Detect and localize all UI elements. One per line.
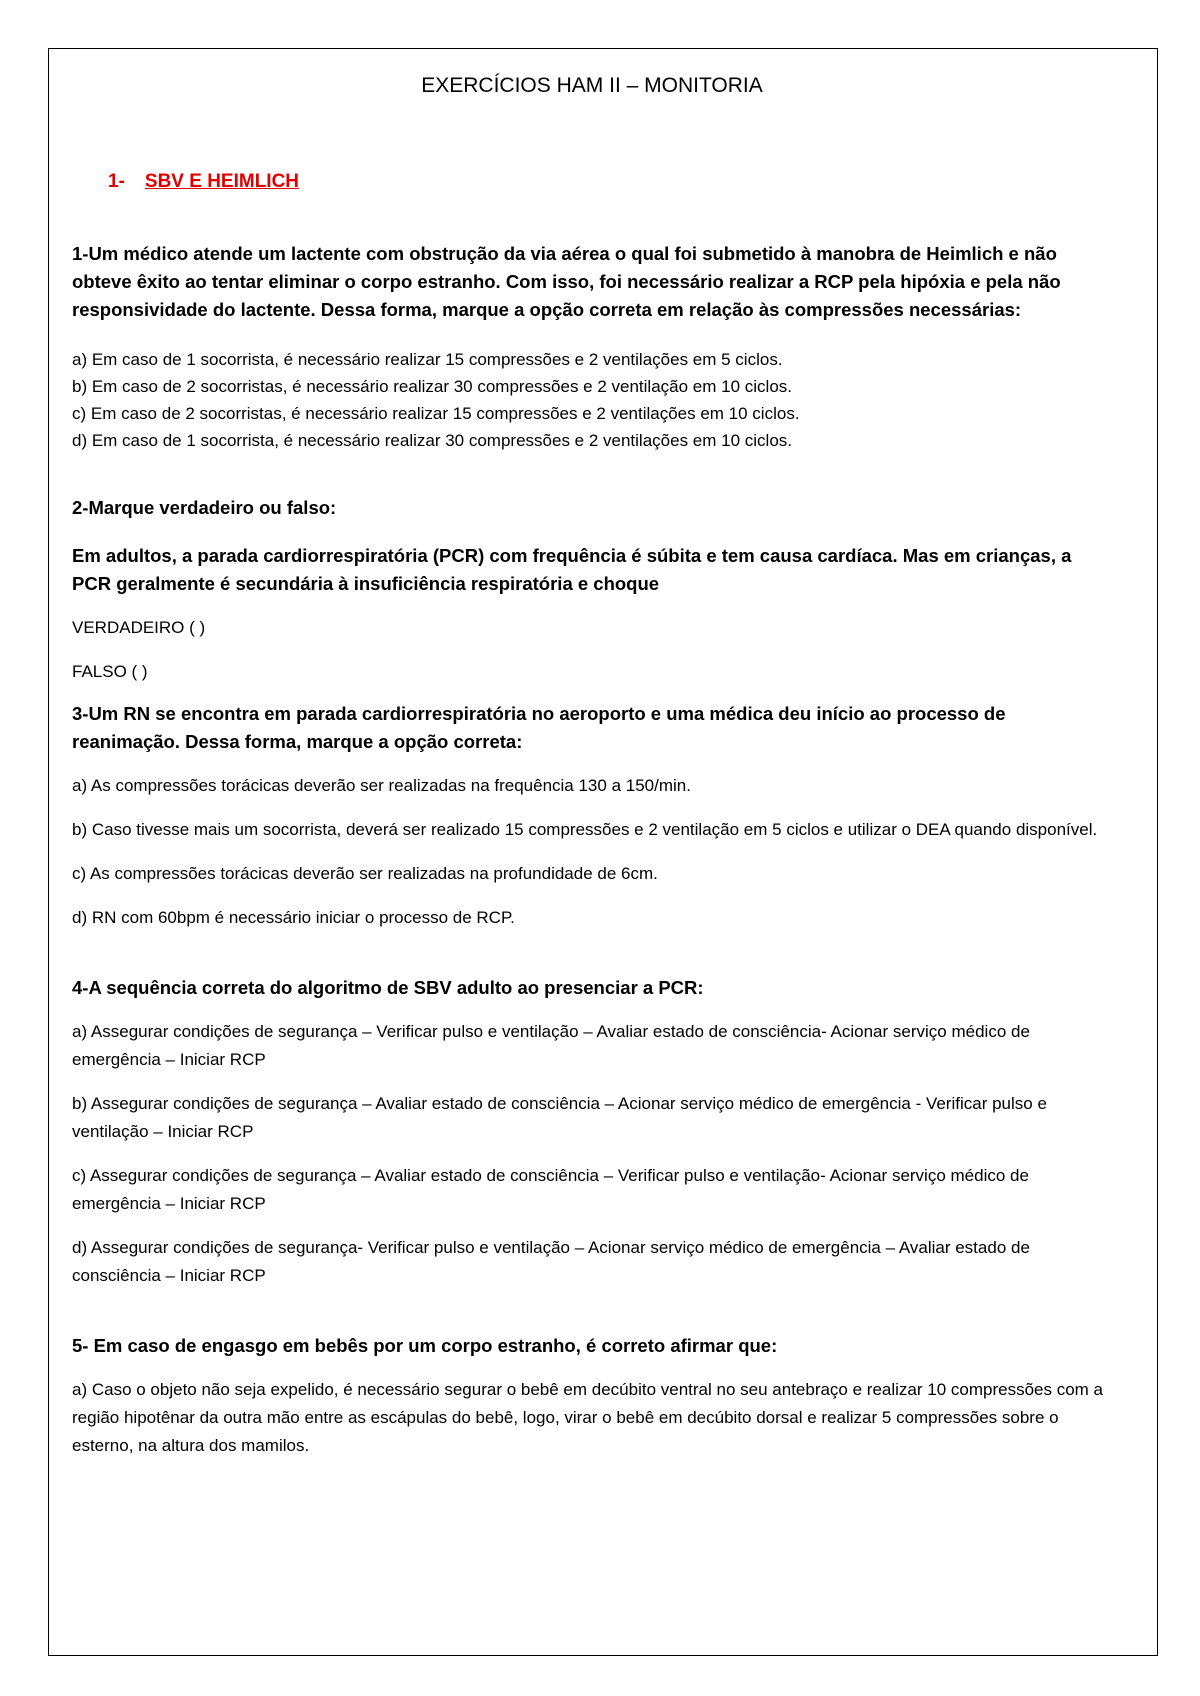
question-1-options <box>72 346 1112 454</box>
question-2: 2-Marque verdadeiro ou falso: <box>72 497 337 518</box>
q4-option-a: a) Assegurar condições de segurança – Verificar pulso e ventilação – Avaliar estado de consciência- Acionar serviço médico de emergência – Iniciar RCP <box>72 1022 1030 1069</box>
question-4: 4-A sequência correta do algoritmo de SBV adulto ao presenciar a PCR: <box>72 977 704 998</box>
q1-option-b: b) Em caso de 2 socorristas, é necessário realizar 30 compressões e 2 ventilação em 10 ciclos. <box>72 377 792 396</box>
question-3: 3-Um RN se encontra em parada cardiorrespiratória no aeroporto e uma médica deu início ao processo de reanimação. Dessa forma, marque a opção correta: <box>72 703 1006 752</box>
q3-option-c: c) As compressões torácicas deverão ser realizadas na profundidade de 6cm. <box>72 864 658 883</box>
q1-option-d: d) Em caso de 1 socorrista, é necessário realizar 30 compressões e 2 ventilações em 10 ciclos. <box>72 431 792 450</box>
q3-option-d: d) RN com 60bpm é necessário iniciar o processo de RCP. <box>72 908 515 927</box>
question-1: 1-Um médico atende um lactente com obstrução da via aérea o qual foi submetido à manobra de Heimlich e não obteve êxito ao tentar eliminar o corpo estranho. Com isso, foi necessário realizar a RCP pela hipóxia e pela não responsividade do lactente. Dessa forma, marque a opção correta em relação às compressões necessárias: <box>72 243 1061 320</box>
q5-option-a: a) Caso o objeto não seja expelido, é necessário segurar o bebê em decúbito ventral no seu antebraço e realizar 10 compressões com a região hipotênar da outra mão entre as escápulas do bebê, logo, virar o bebê em decúbito dorsal e realizar 5 compressões sobre o esterno, na altura dos mamilos. <box>72 1380 1103 1455</box>
q4-option-c: c) Assegurar condições de segurança – Avaliar estado de consciência – Verificar pulso e ventilação- Acionar serviço médico de emergência – Iniciar RCP <box>72 1166 1029 1213</box>
q4-option-b: b) Assegurar condições de segurança – Avaliar estado de consciência – Acionar serviço médico de emergência - Verificar pulso e ventilação – Iniciar RCP <box>72 1094 1047 1141</box>
section-heading <box>108 168 1112 196</box>
q4-option-d: d) Assegurar condições de segurança- Verificar pulso e ventilação – Acionar serviço médico de emergência – Avaliar estado de consciência – Iniciar RCP <box>72 1238 1030 1285</box>
section-number: 1- <box>108 171 125 192</box>
question-5: 5- Em caso de engasgo em bebês por um corpo estranho, é correto afirmar que: <box>72 1335 778 1356</box>
document-title: EXERCÍCIOS HAM II – MONITORIA <box>421 74 763 97</box>
section-label: SBV E HEIMLICH <box>144 171 300 192</box>
q1-option-a: a) Em caso de 1 socorrista, é necessário realizar 15 compressões e 2 ventilações em 5 ciclos. <box>72 350 783 369</box>
document-body <box>72 72 1112 1460</box>
q1-option-c: c) Em caso de 2 socorristas, é necessário realizar 15 compressões e 2 ventilações em 10 ciclos. <box>72 404 800 423</box>
question-2-statement: Em adultos, a parada cardiorrespiratória (PCR) com frequência é súbita e tem causa cardíaca. Mas em crianças, a PCR geralmente é secundária à insuficiência respiratória e choque <box>72 545 1072 594</box>
q3-option-b: b) Caso tivesse mais um socorrista, deverá ser realizado 15 compressões e 2 ventilação em 5 ciclos e utilizar o DEA quando disponível. <box>72 820 1098 839</box>
q2-true-option: VERDADEIRO ( ) <box>72 618 206 637</box>
q3-option-a: a) As compressões torácicas deverão ser realizadas na frequência 130 a 150/min. <box>72 776 691 795</box>
q2-false-option: FALSO ( ) <box>72 662 148 681</box>
